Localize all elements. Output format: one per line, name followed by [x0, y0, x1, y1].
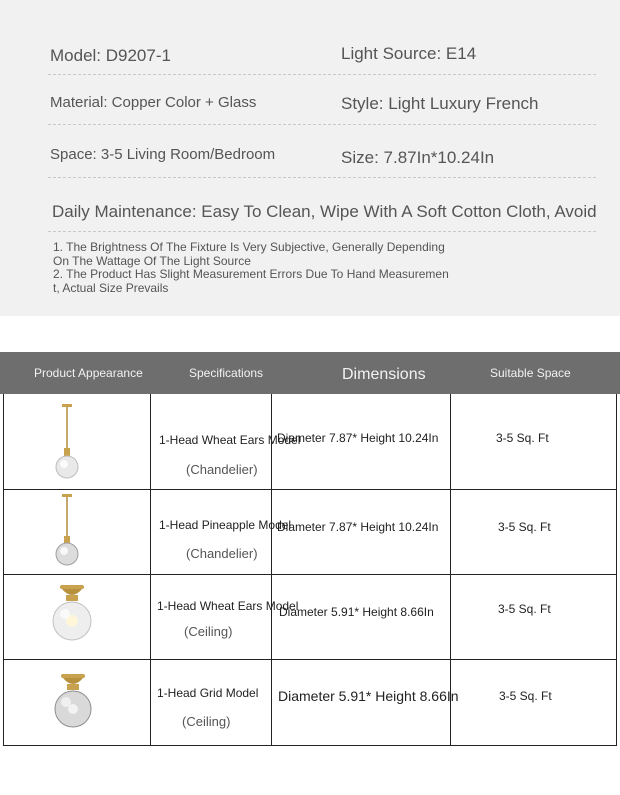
divider [48, 74, 596, 75]
product-space: 3-5 Sq. Ft [498, 520, 551, 534]
column-divider [150, 394, 151, 745]
product-space: 3-5 Sq. Ft [496, 431, 549, 445]
product-space: 3-5 Sq. Ft [499, 689, 552, 703]
size-spec: Size: 7.87In*10.24In [341, 148, 495, 167]
header-dimensions: Dimensions [342, 366, 426, 383]
table-header [0, 352, 620, 394]
maintenance-spec: Daily Maintenance: Easy To Clean, Wipe With A Soft Cotton Cloth, Avoid [52, 202, 597, 221]
product-dimensions: Diameter 5.91* Height 8.66In [278, 688, 459, 704]
product-name: 1-Head Wheat Ears Model [157, 599, 299, 613]
row-divider [4, 659, 616, 660]
product-name: 1-Head Pineapple Model [159, 518, 292, 532]
model-spec: Model: D9207-1 [50, 46, 171, 65]
divider [48, 124, 596, 125]
ceiling-lamp-icon [53, 674, 93, 730]
divider [48, 231, 596, 232]
note-measurement: 2. The Product Has Slight Measurement Errors Due To Hand Measurement, Actual Size Prevails [53, 267, 449, 295]
product-name: 1-Head Grid Model [157, 686, 259, 700]
light-source-spec: Light Source: E14 [341, 44, 477, 63]
row-divider [4, 574, 616, 575]
product-table [0, 352, 620, 729]
header-suitable-space: Suitable Space [490, 366, 571, 380]
ceiling-lamp-icon [51, 585, 93, 643]
notes [53, 241, 453, 295]
pendant-lamp-icon [52, 494, 82, 568]
header-product-appearance: Product Appearance [34, 366, 143, 380]
divider [48, 177, 596, 178]
product-name: 1-Head Wheat Ears Model [159, 433, 301, 447]
product-dimensions: Diameter 5.91* Height 8.66In [279, 605, 434, 619]
product-dimensions: Diameter 7.87* Height 10.24In [277, 431, 439, 445]
style-spec: Style: Light Luxury French [341, 94, 539, 113]
table-body [3, 394, 617, 746]
material-spec: Material: Copper Color + Glass [50, 94, 257, 111]
space-spec: Space: 3-5 Living Room/Bedroom [50, 146, 276, 163]
product-space: 3-5 Sq. Ft [498, 602, 551, 616]
product-type: (Ceiling) [182, 714, 231, 729]
note-brightness: 1. The Brightness Of The Fixture Is Very Subjective, Generally Depending On The Wattage Of The Light Source [53, 240, 445, 268]
specifications-panel [0, 0, 620, 316]
product-type: (Chandelier) [186, 546, 258, 561]
product-dimensions: Diameter 7.87* Height 10.24In [277, 520, 439, 534]
pendant-lamp-icon [52, 404, 82, 482]
header-specifications: Specifications [189, 366, 264, 380]
row-divider [4, 489, 616, 490]
product-type: (Chandelier) [186, 462, 258, 477]
product-type: (Ceiling) [184, 624, 233, 639]
